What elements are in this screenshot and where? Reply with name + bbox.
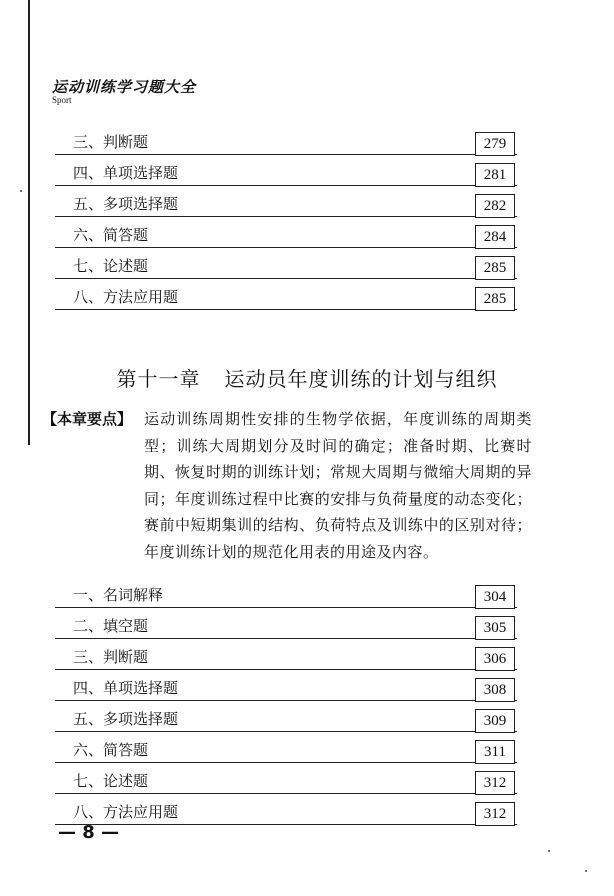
toc-label: 四、单项选择题 — [73, 164, 179, 182]
toc-label: 八、方法应用题 — [73, 803, 179, 821]
toc-row[interactable] — [55, 217, 517, 248]
toc-row[interactable] — [55, 639, 517, 670]
toc-page-box: 306 — [475, 647, 515, 671]
toc-label: 八、方法应用题 — [73, 288, 179, 306]
toc-label: 六、简答题 — [73, 741, 149, 759]
toc-page-box: 309 — [475, 709, 515, 733]
running-header — [52, 76, 196, 105]
toc-label: 四、单项选择题 — [73, 679, 179, 697]
toc-row[interactable] — [55, 577, 517, 608]
toc-row[interactable] — [55, 794, 517, 825]
toc-row[interactable] — [55, 279, 517, 310]
header-title: 运动训练学习题大全 — [52, 78, 197, 96]
toc-row[interactable] — [55, 124, 517, 155]
header-subtitle: Sport — [52, 95, 72, 105]
scan-speck — [585, 870, 587, 872]
page-number: — 8 — — [58, 822, 120, 843]
chapter-title: 运动员年度训练的计划与组织 — [224, 367, 498, 391]
toc-page-box: 312 — [475, 771, 515, 795]
scan-speck — [548, 850, 550, 852]
toc-label: 二、填空题 — [73, 617, 149, 635]
chapter-heading — [0, 363, 614, 392]
toc-row[interactable] — [55, 763, 517, 794]
toc-label: 七、论述题 — [73, 772, 149, 790]
toc-list-top — [55, 124, 517, 310]
toc-page-box: 284 — [475, 225, 515, 249]
toc-page-box: 282 — [475, 194, 515, 218]
toc-row[interactable] — [55, 248, 517, 279]
toc-page-box: 279 — [475, 132, 515, 156]
toc-row[interactable] — [55, 732, 517, 763]
toc-row[interactable] — [55, 608, 517, 639]
toc-list-bottom — [55, 577, 517, 825]
toc-page-box: 285 — [475, 256, 515, 280]
chapter-number: 第十一章 — [116, 367, 201, 391]
toc-label: 七、论述题 — [73, 257, 149, 275]
toc-row[interactable] — [55, 670, 517, 701]
toc-label: 一、名词解释 — [73, 586, 164, 604]
key-points-text: 运动训练周期性安排的生物学依据，年度训练的周期类型；训练大周期划分及时间的确定；准备时期、比赛时期、恢复时期的训练计划；常规大周期与微缩大周期的异同；年度训练过程中比赛的安排与负荷量度的动态变化；赛前中短期集训的结构、负荷特点及训练中的区别对待；年度训练计划的规范化用表的用途及内容。 — [144, 410, 532, 561]
toc-page-box: 311 — [475, 740, 515, 764]
toc-page-box: 304 — [475, 585, 515, 609]
toc-label: 三、判断题 — [73, 133, 149, 151]
scan-speck — [20, 190, 22, 192]
toc-page-box: 305 — [475, 616, 515, 640]
toc-row[interactable] — [55, 186, 517, 217]
toc-label: 六、简答题 — [73, 226, 149, 244]
toc-page-box: 285 — [475, 287, 515, 311]
chapter-key-points — [42, 406, 532, 565]
toc-label: 三、判断题 — [73, 648, 149, 666]
toc-label: 五、多项选择题 — [73, 710, 179, 728]
toc-page-box: 281 — [475, 163, 515, 187]
toc-row[interactable] — [55, 701, 517, 732]
toc-page-box: 308 — [475, 678, 515, 702]
toc-page-box: 312 — [475, 802, 515, 826]
key-points-label: 【本章要点】 — [42, 410, 133, 428]
toc-label: 五、多项选择题 — [73, 195, 179, 213]
toc-row[interactable] — [55, 155, 517, 186]
